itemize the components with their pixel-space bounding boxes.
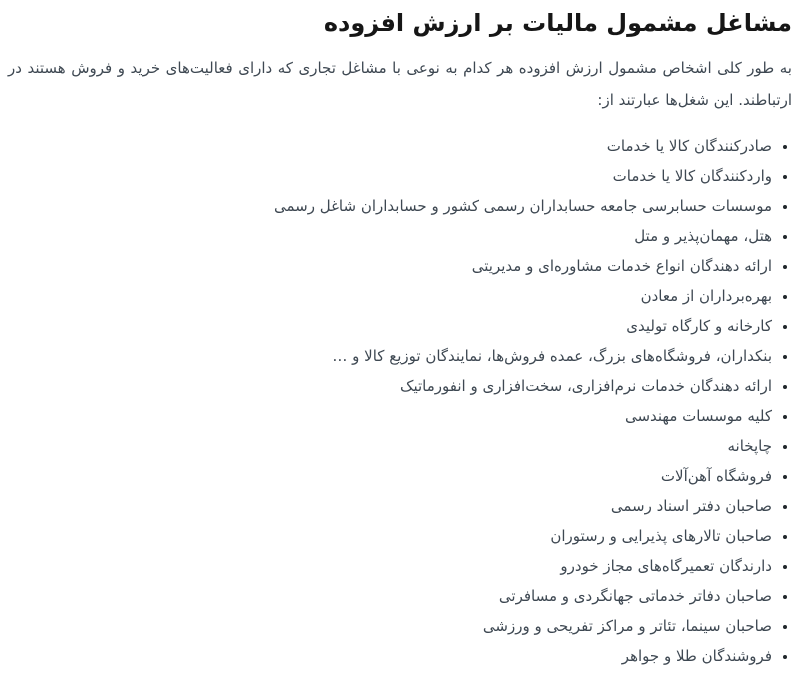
- list-item: • ارائه دهندگان انواع خدمات مشاوره‌ای و مدیریتی: [8, 256, 772, 276]
- intro-paragraph: به طور کلی اشخاص مشمول ارزش افزوده هر کدام به نوعی با مشاغل تجاری که دارای فعالیت‌های خرید و فروش هستند در ارتباطند. این شغل‌ها عبارتند از:: [8, 59, 792, 109]
- list-item: • صاحبان سینما، تئاتر و مراکز تفریحی و ورزشی: [8, 616, 772, 636]
- page-title: مشاغل مشمول مالیات بر ارزش افزوده: [323, 9, 792, 37]
- list-item: • فروشگاه آهن‌آلات: [8, 466, 772, 486]
- list-item: • فروشندگان طلا و جواهر: [8, 646, 772, 666]
- list-item: • بنکداران، فروشگاه‌های بزرگ، عمده فروش‌ها، نمایندگان توزیع کالا و …: [8, 346, 772, 366]
- list-item: • صاحبان دفاتر خدماتی جهانگردی و مسافرتی: [8, 586, 772, 606]
- list-item: • بهره‌برداران از معادن: [8, 286, 772, 306]
- list-item: • ارائه دهندگان خدمات نرم‌افزاری، سخت‌افزاری و انفورماتیک: [8, 376, 772, 396]
- list-item: • هتل، مهمان‌پذیر و متل: [8, 226, 772, 246]
- list-item: • صادرکنندگان کالا یا خدمات: [8, 136, 772, 156]
- list-item: • صاحبان تالارهای پذیرایی و رستوران: [8, 526, 772, 546]
- list-item: • صاحبان دفتر اسناد رسمی: [8, 496, 772, 516]
- list-item: • کارخانه و کارگاه تولیدی: [8, 316, 772, 336]
- list-item: • واردکنندگان کالا یا خدمات: [8, 166, 772, 186]
- list-item: • دارندگان تعمیرگاه‌های مجاز خودرو: [8, 556, 772, 576]
- list-item: • چاپخانه: [8, 436, 772, 456]
- list-item: • موسسات حسابرسی جامعه حسابداران رسمی کشور و حسابداران شاغل رسمی: [8, 196, 772, 216]
- business-list: [8, 136, 792, 666]
- list-item: • کلیه موسسات مهندسی: [8, 406, 772, 426]
